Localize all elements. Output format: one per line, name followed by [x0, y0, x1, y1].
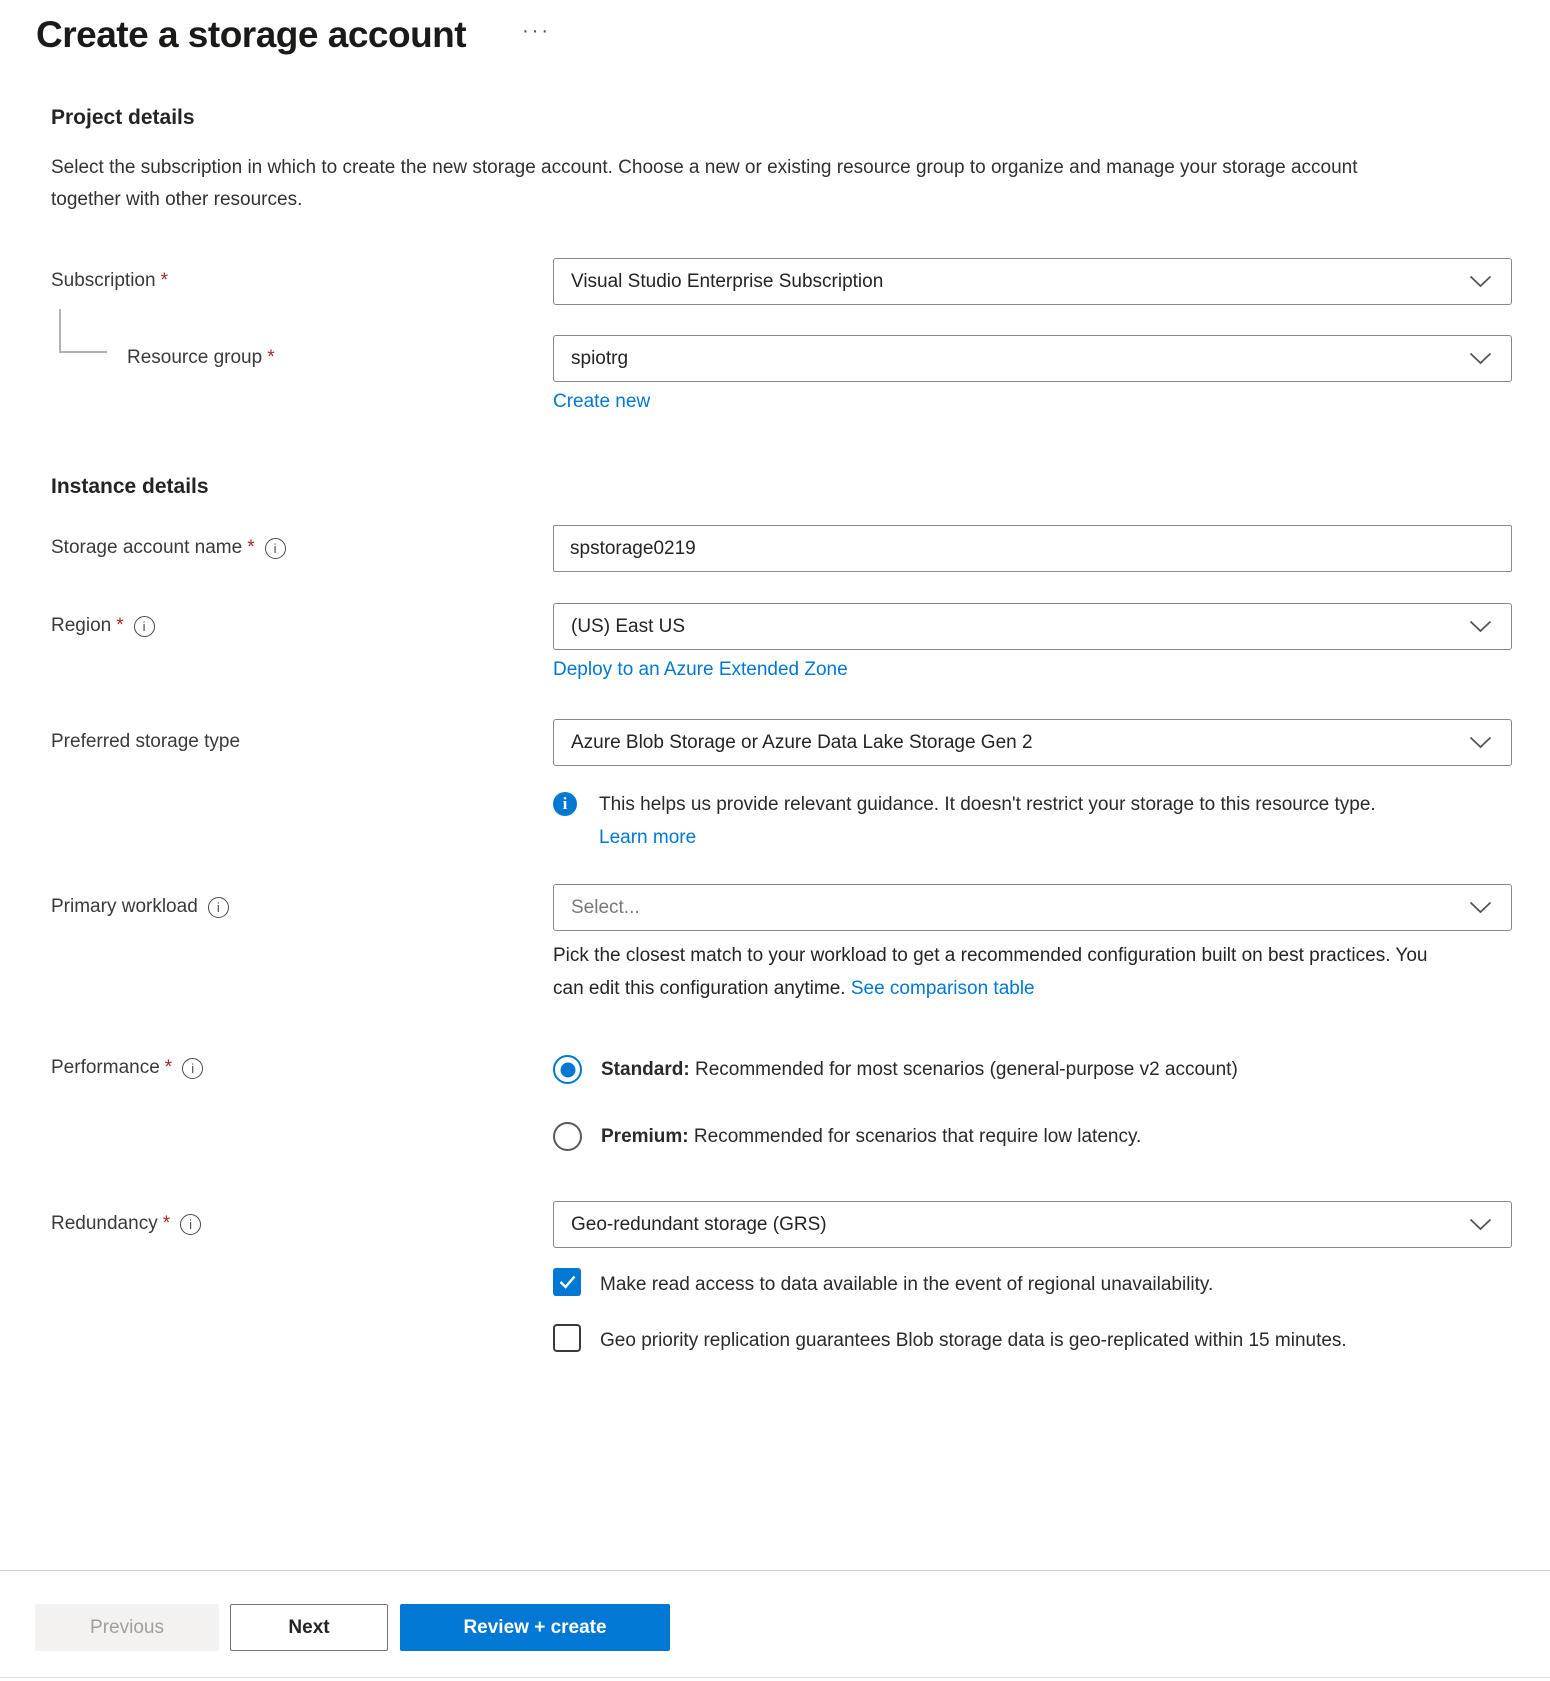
storage-type-info-note — [553, 788, 1512, 854]
resource-group-row — [51, 335, 1512, 413]
primary-workload-placeholder: Select... — [571, 896, 640, 918]
performance-label-col — [51, 1049, 553, 1151]
read-access-checkbox-row[interactable] — [553, 1268, 1512, 1300]
wizard-footer — [0, 1570, 1550, 1677]
resource-group-dropdown[interactable] — [553, 335, 1512, 382]
region-row — [51, 603, 1512, 681]
storage-account-name-input[interactable] — [553, 525, 1512, 572]
read-access-checkbox-label: Make read access to data available in the event of regional unavailability. — [600, 1274, 1214, 1295]
required-asterisk: * — [164, 1057, 173, 1078]
subscription-label: Subscription — [51, 270, 156, 291]
subscription-value: Visual Studio Enterprise Subscription — [571, 270, 884, 292]
review-create-button[interactable]: Review + create — [400, 1604, 670, 1651]
performance-standard-radio[interactable] — [553, 1055, 1512, 1084]
required-asterisk: * — [247, 537, 255, 558]
form-content — [0, 106, 1550, 1356]
geo-priority-checkbox-label: Geo priority replication guarantees Blob storage data is geo-replicated within 15 minutes. — [600, 1330, 1347, 1351]
region-value: (US) East US — [571, 615, 686, 637]
resource-group-label: Resource group — [127, 347, 263, 368]
previous-button[interactable]: Previous — [35, 1604, 219, 1651]
info-circle-icon[interactable]: i — [182, 1058, 203, 1079]
chevron-down-icon — [1469, 620, 1492, 633]
required-asterisk: * — [267, 347, 275, 368]
storage-name-label: Storage account name — [51, 537, 243, 558]
primary-workload-label: Primary workload — [51, 896, 198, 917]
learn-more-link[interactable]: Learn more — [599, 827, 697, 848]
primary-workload-helper-text: Pick the closest match to your workload to get a recommended configuration built on best practices. You can edit this configuration anytime. See comparison table — [553, 945, 1428, 999]
storage-type-info-text: This helps us provide relevant guidance. It doesn't restrict your storage to this resource type. Learn more — [599, 794, 1376, 848]
page-title: Create a storage account — [36, 14, 467, 55]
performance-premium-label: Premium: Recommended for scenarios that require low latency. — [601, 1126, 1142, 1147]
performance-premium-radio[interactable] — [553, 1122, 1512, 1151]
storage-type-row — [51, 719, 1512, 854]
storage-type-dropdown[interactable] — [553, 719, 1512, 766]
resource-group-value: spiotrg — [571, 347, 629, 369]
radio-selected-icon — [553, 1055, 582, 1084]
primary-workload-dropdown[interactable] — [553, 884, 1512, 931]
page-header — [0, 0, 1550, 56]
info-filled-icon: i — [553, 792, 577, 816]
bottom-divider — [0, 1677, 1550, 1678]
more-options-icon[interactable]: ··· — [522, 19, 552, 42]
storage-type-label-col — [51, 719, 553, 854]
redundancy-row — [51, 1201, 1512, 1356]
info-circle-icon[interactable]: i — [134, 616, 155, 637]
performance-label: Performance — [51, 1057, 160, 1078]
performance-standard-label: Standard: Recommended for most scenarios (general-purpose v2 account) — [601, 1059, 1238, 1080]
tree-connector-line — [59, 309, 107, 353]
create-new-link[interactable]: Create new — [553, 391, 651, 412]
footer-buttons — [0, 1571, 1550, 1651]
redundancy-label: Redundancy — [51, 1213, 158, 1234]
subscription-dropdown[interactable] — [553, 258, 1512, 305]
required-asterisk: * — [116, 615, 124, 636]
chevron-down-icon — [1469, 275, 1492, 288]
storage-name-row — [51, 525, 1512, 572]
resource-group-label-col — [51, 335, 553, 413]
subscription-label-col — [51, 258, 553, 305]
region-label: Region — [51, 615, 112, 636]
subscription-row — [51, 258, 1512, 305]
chevron-down-icon — [1469, 736, 1492, 749]
info-circle-icon[interactable]: i — [180, 1214, 201, 1235]
storage-type-label: Preferred storage type — [51, 731, 241, 752]
storage-name-label-col — [51, 525, 553, 572]
region-label-col — [51, 603, 553, 681]
chevron-down-icon — [1469, 901, 1492, 914]
info-circle-icon[interactable]: i — [265, 538, 286, 559]
redundancy-dropdown[interactable] — [553, 1201, 1512, 1248]
chevron-down-icon — [1469, 352, 1492, 365]
required-asterisk: * — [162, 1213, 171, 1234]
checkbox-unchecked-icon — [553, 1324, 581, 1352]
comparison-table-link[interactable]: See comparison table — [850, 978, 1035, 999]
radio-unselected-icon — [553, 1122, 582, 1151]
primary-workload-row — [51, 884, 1512, 1005]
redundancy-value: Geo-redundant storage (GRS) — [571, 1213, 827, 1235]
geo-priority-checkbox-row[interactable] — [553, 1324, 1512, 1356]
storage-type-value: Azure Blob Storage or Azure Data Lake Storage Gen 2 — [571, 731, 1033, 753]
required-asterisk: * — [160, 270, 168, 291]
redundancy-label-col — [51, 1201, 553, 1356]
chevron-down-icon — [1469, 1218, 1492, 1231]
region-dropdown[interactable] — [553, 603, 1512, 650]
instance-details-heading: Instance details — [51, 475, 209, 498]
project-details-description: Select the subscription in which to create the new storage account. Choose a new or existing resource group to organize and manage your storage account together with other resources. — [51, 157, 1358, 210]
info-circle-icon[interactable]: i — [208, 897, 229, 918]
project-details-heading: Project details — [51, 106, 195, 129]
primary-workload-label-col — [51, 884, 553, 1005]
performance-row — [51, 1049, 1512, 1151]
extended-zone-link[interactable]: Deploy to an Azure Extended Zone — [553, 659, 848, 680]
next-button[interactable]: Next — [230, 1604, 388, 1651]
checkbox-checked-icon — [553, 1268, 581, 1296]
